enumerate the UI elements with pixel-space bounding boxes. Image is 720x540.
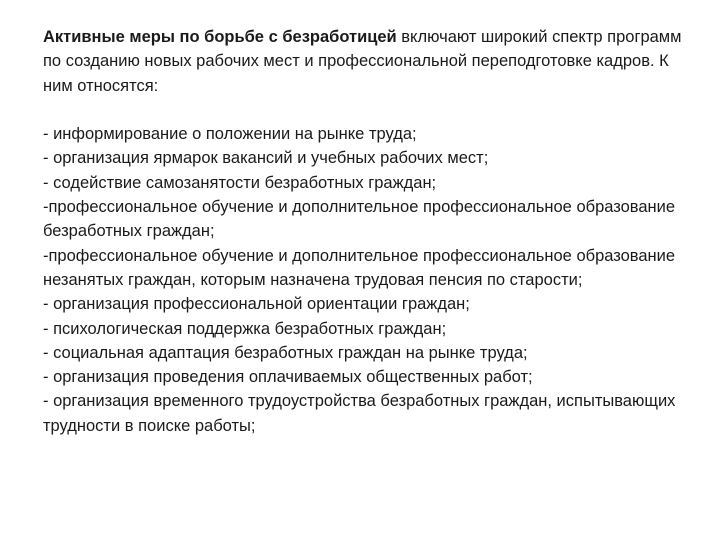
intro-paragraph <box>43 25 693 98</box>
list-item: - информирование о положении на рынке труда; <box>43 125 417 144</box>
measures-list <box>43 122 693 438</box>
paragraph-gap <box>43 98 693 122</box>
list-item: -профессиональное обучение и дополнительное профессиональное образование безработных граждан; <box>43 198 676 241</box>
intro-bold-lead: Активные меры по борьбе с безработицей <box>43 28 397 46</box>
list-item: - организация временного трудоустройства безработных граждан, испытывающих трудности в поиске работы; <box>43 392 676 435</box>
list-item: - социальная адаптация безработных граждан на рынке труда; <box>43 343 528 362</box>
list-item: - организация ярмарок вакансий и учебных рабочих мест; <box>43 149 489 168</box>
list-item: - психологическая поддержка безработных граждан; <box>43 319 447 338</box>
slide-body <box>43 25 693 438</box>
list-item: - организация профессиональной ориентации граждан; <box>43 295 470 314</box>
intro-text: включают широкий спектр программ по созданию новых рабочих мест и профессиональной переподготовке кадров. К ним относятся: <box>43 28 682 95</box>
list-item: -профессиональное обучение и дополнительное профессиональное образование незанятых граждан, которым назначена трудовая пенсия по старости; <box>43 246 676 289</box>
list-item: - содействие самозанятости безработных граждан; <box>43 173 437 192</box>
list-item: - организация проведения оплачиваемых общественных работ; <box>43 368 533 387</box>
